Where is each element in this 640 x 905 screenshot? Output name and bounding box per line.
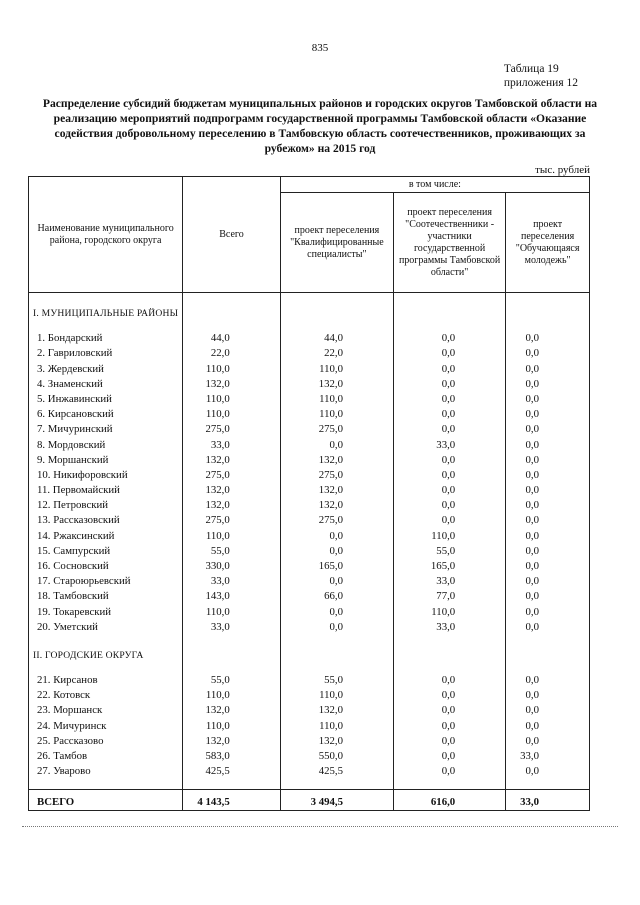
empty-cell <box>183 663 281 673</box>
row-compatriots: 0,0 <box>394 749 506 764</box>
row-name: 20. Уметский <box>29 620 183 635</box>
row-total: 583,0 <box>183 749 281 764</box>
row-name: 23. Моршанск <box>29 703 183 718</box>
row-youth: 0,0 <box>506 513 590 528</box>
row-total: 110,0 <box>183 407 281 422</box>
row-total: 275,0 <box>183 422 281 437</box>
row-total: 55,0 <box>183 673 281 688</box>
row-compatriots: 0,0 <box>394 688 506 703</box>
table-row <box>29 749 590 764</box>
spacer-row <box>29 779 590 790</box>
row-specialists: 0,0 <box>280 620 393 635</box>
row-name: 4. Знаменский <box>29 377 183 392</box>
page-bottom-dotted-line <box>22 826 618 827</box>
row-compatriots: 0,0 <box>394 673 506 688</box>
row-total: 33,0 <box>183 574 281 589</box>
row-total: 110,0 <box>183 392 281 407</box>
row-specialists: 275,0 <box>280 422 393 437</box>
row-specialists: 275,0 <box>280 468 393 483</box>
row-specialists: 132,0 <box>280 377 393 392</box>
row-name: 21. Кирсанов <box>29 673 183 688</box>
header-including: в том числе: <box>280 177 589 193</box>
row-specialists: 550,0 <box>280 749 393 764</box>
empty-cell <box>280 779 393 790</box>
row-compatriots: 0,0 <box>394 331 506 346</box>
row-youth: 0,0 <box>506 498 590 513</box>
table-row <box>29 673 590 688</box>
table-row <box>29 437 590 452</box>
row-specialists: 0,0 <box>280 604 393 619</box>
row-specialists: 132,0 <box>280 734 393 749</box>
row-total: 275,0 <box>183 513 281 528</box>
unit-label: тыс. рублей <box>535 164 590 176</box>
section-city-districts <box>29 645 590 663</box>
table-row <box>29 620 590 635</box>
row-name: 12. Петровский <box>29 498 183 513</box>
empty-cell <box>183 303 281 321</box>
table-row <box>29 422 590 437</box>
row-total: 110,0 <box>183 528 281 543</box>
row-name: 13. Рассказовский <box>29 513 183 528</box>
table-row <box>29 331 590 346</box>
row-compatriots: 0,0 <box>394 468 506 483</box>
row-youth: 0,0 <box>506 331 590 346</box>
row-specialists: 132,0 <box>280 498 393 513</box>
section-municipal-districts-label: I. МУНИЦИПАЛЬНЫЕ РАЙОНЫ <box>29 303 183 321</box>
row-total: 132,0 <box>183 453 281 468</box>
table-row <box>29 377 590 392</box>
row-name: 14. Ржаксинский <box>29 528 183 543</box>
row-compatriots: 165,0 <box>394 559 506 574</box>
row-specialists: 275,0 <box>280 513 393 528</box>
row-specialists: 110,0 <box>280 718 393 733</box>
row-compatriots: 0,0 <box>394 513 506 528</box>
table-row <box>29 361 590 376</box>
empty-cell <box>506 663 590 673</box>
empty-cell <box>506 321 590 331</box>
row-total: 110,0 <box>183 361 281 376</box>
empty-cell <box>506 645 590 663</box>
row-name: 6. Кирсановский <box>29 407 183 422</box>
spacer-row <box>29 663 590 673</box>
table-row <box>29 703 590 718</box>
row-specialists: 44,0 <box>280 331 393 346</box>
row-youth: 0,0 <box>506 604 590 619</box>
row-specialists: 0,0 <box>280 437 393 452</box>
row-specialists: 0,0 <box>280 528 393 543</box>
row-compatriots: 33,0 <box>394 620 506 635</box>
empty-cell <box>183 635 281 645</box>
row-specialists: 66,0 <box>280 589 393 604</box>
section-municipal-districts <box>29 303 590 321</box>
row-name: 1. Бондарский <box>29 331 183 346</box>
row-name: 18. Тамбовский <box>29 589 183 604</box>
page-number: 835 <box>311 42 329 54</box>
row-specialists: 22,0 <box>280 346 393 361</box>
total-row-specialists: 3 494,5 <box>280 790 393 811</box>
row-youth: 0,0 <box>506 483 590 498</box>
row-compatriots: 0,0 <box>394 498 506 513</box>
table-row <box>29 604 590 619</box>
empty-cell <box>394 635 506 645</box>
row-compatriots: 0,0 <box>394 764 506 779</box>
row-name: 27. Уварово <box>29 764 183 779</box>
row-total: 110,0 <box>183 604 281 619</box>
document-title: Распределение субсидий бюджетам муниципальных районов и городских округов Тамбовской области на реализацию мероприятий подпрограмм государственной программы Тамбовской области «Оказание содействия добровольному переселению в Тамбовскую область соотечественников, проживающих за рубежом» на 2015 год <box>42 97 598 155</box>
spacer-row <box>29 321 590 331</box>
row-name: 22. Котовск <box>29 688 183 703</box>
row-name: 16. Сосновский <box>29 559 183 574</box>
row-name: 15. Сампурский <box>29 544 183 559</box>
empty-cell <box>280 303 393 321</box>
header-project-specialists: проект переселения "Квалифицированные специалисты" <box>280 193 393 293</box>
row-compatriots: 0,0 <box>394 703 506 718</box>
row-youth: 0,0 <box>506 559 590 574</box>
empty-cell <box>506 635 590 645</box>
empty-cell <box>394 645 506 663</box>
row-compatriots: 33,0 <box>394 574 506 589</box>
table-row <box>29 764 590 779</box>
row-total: 132,0 <box>183 703 281 718</box>
table-note <box>504 62 578 90</box>
row-total: 132,0 <box>183 498 281 513</box>
row-total: 143,0 <box>183 589 281 604</box>
table-body <box>29 293 590 811</box>
spacer-row <box>29 635 590 645</box>
row-compatriots: 33,0 <box>394 437 506 452</box>
empty-cell <box>506 779 590 790</box>
header-project-compatriots: проект переселения "Соотечественники - участники государственной программы Тамбовской области" <box>394 193 506 293</box>
row-total: 330,0 <box>183 559 281 574</box>
row-total: 22,0 <box>183 346 281 361</box>
empty-cell <box>280 321 393 331</box>
table-row <box>29 483 590 498</box>
row-specialists: 110,0 <box>280 361 393 376</box>
header-total: Всего <box>183 177 281 293</box>
row-compatriots: 55,0 <box>394 544 506 559</box>
row-youth: 0,0 <box>506 764 590 779</box>
table-row <box>29 392 590 407</box>
total-row <box>29 790 590 811</box>
table-row <box>29 453 590 468</box>
row-compatriots: 0,0 <box>394 422 506 437</box>
row-name: 17. Староюрьевский <box>29 574 183 589</box>
empty-cell <box>394 321 506 331</box>
row-name: 11. Первомайский <box>29 483 183 498</box>
row-specialists: 0,0 <box>280 574 393 589</box>
row-total: 33,0 <box>183 437 281 452</box>
row-name: 2. Гавриловский <box>29 346 183 361</box>
row-youth: 0,0 <box>506 377 590 392</box>
row-total: 425,5 <box>183 764 281 779</box>
row-youth: 33,0 <box>506 749 590 764</box>
row-specialists: 165,0 <box>280 559 393 574</box>
empty-cell <box>394 779 506 790</box>
section-city-districts-label: II. ГОРОДСКИЕ ОКРУГА <box>29 645 183 663</box>
row-youth: 0,0 <box>506 407 590 422</box>
row-compatriots: 0,0 <box>394 361 506 376</box>
row-total: 275,0 <box>183 468 281 483</box>
row-youth: 0,0 <box>506 589 590 604</box>
row-specialists: 132,0 <box>280 703 393 718</box>
header-project-youth: проект переселения "Обучающаяся молодежь" <box>506 193 590 293</box>
table-row <box>29 559 590 574</box>
row-specialists: 132,0 <box>280 483 393 498</box>
empty-cell <box>280 293 393 304</box>
row-compatriots: 0,0 <box>394 346 506 361</box>
empty-cell <box>394 663 506 673</box>
row-youth: 0,0 <box>506 453 590 468</box>
row-compatriots: 0,0 <box>394 734 506 749</box>
row-compatriots: 0,0 <box>394 392 506 407</box>
table-row <box>29 498 590 513</box>
row-specialists: 110,0 <box>280 407 393 422</box>
table-note-line2: приложения 12 <box>503 77 578 89</box>
spacer-row <box>29 293 590 304</box>
row-name: 9. Моршанский <box>29 453 183 468</box>
empty-cell <box>506 293 590 304</box>
row-name: 5. Инжавинский <box>29 392 183 407</box>
row-youth: 0,0 <box>506 437 590 452</box>
table-row <box>29 574 590 589</box>
empty-cell <box>183 321 281 331</box>
row-total: 132,0 <box>183 483 281 498</box>
empty-cell <box>183 645 281 663</box>
row-youth: 0,0 <box>506 422 590 437</box>
row-name: 7. Мичуринский <box>29 422 183 437</box>
table-row <box>29 718 590 733</box>
row-youth: 0,0 <box>506 574 590 589</box>
table-row <box>29 346 590 361</box>
total-row-name: ВСЕГО <box>29 790 183 811</box>
empty-cell <box>183 779 281 790</box>
row-youth: 0,0 <box>506 346 590 361</box>
row-name: 10. Никифоровский <box>29 468 183 483</box>
row-compatriots: 110,0 <box>394 604 506 619</box>
row-total: 44,0 <box>183 331 281 346</box>
row-name: 3. Жердевский <box>29 361 183 376</box>
empty-cell <box>394 303 506 321</box>
subsidy-table <box>28 176 590 811</box>
empty-cell <box>280 635 393 645</box>
empty-cell <box>183 293 281 304</box>
table-row <box>29 589 590 604</box>
empty-cell <box>280 645 393 663</box>
row-youth: 0,0 <box>506 620 590 635</box>
row-name: 26. Тамбов <box>29 749 183 764</box>
row-name: 19. Токаревский <box>29 604 183 619</box>
row-youth: 0,0 <box>506 544 590 559</box>
row-youth: 0,0 <box>506 688 590 703</box>
row-youth: 0,0 <box>506 734 590 749</box>
empty-cell <box>29 293 183 304</box>
empty-cell <box>29 321 183 331</box>
row-youth: 0,0 <box>506 673 590 688</box>
row-name: 25. Рассказово <box>29 734 183 749</box>
total-row-total: 4 143,5 <box>183 790 281 811</box>
row-compatriots: 0,0 <box>394 453 506 468</box>
row-youth: 0,0 <box>506 361 590 376</box>
table-row <box>29 407 590 422</box>
row-compatriots: 0,0 <box>394 407 506 422</box>
empty-cell <box>394 293 506 304</box>
row-specialists: 0,0 <box>280 544 393 559</box>
row-total: 110,0 <box>183 718 281 733</box>
row-youth: 0,0 <box>506 703 590 718</box>
table-row <box>29 528 590 543</box>
row-youth: 0,0 <box>506 468 590 483</box>
table-row <box>29 734 590 749</box>
empty-cell <box>29 663 183 673</box>
row-specialists: 425,5 <box>280 764 393 779</box>
row-compatriots: 110,0 <box>394 528 506 543</box>
table-row <box>29 544 590 559</box>
empty-cell <box>506 303 590 321</box>
empty-cell <box>280 663 393 673</box>
row-name: 8. Мордовский <box>29 437 183 452</box>
row-total: 110,0 <box>183 688 281 703</box>
table-row <box>29 513 590 528</box>
row-compatriots: 0,0 <box>394 483 506 498</box>
row-compatriots: 0,0 <box>394 377 506 392</box>
row-youth: 0,0 <box>506 392 590 407</box>
row-compatriots: 0,0 <box>394 718 506 733</box>
empty-cell <box>29 635 183 645</box>
total-row-youth: 33,0 <box>506 790 590 811</box>
row-specialists: 55,0 <box>280 673 393 688</box>
row-name: 24. Мичуринск <box>29 718 183 733</box>
header-name: Наименование муниципального района, городского округа <box>29 177 183 293</box>
total-row-compatriots: 616,0 <box>394 790 506 811</box>
row-specialists: 132,0 <box>280 453 393 468</box>
table-note-line1: Таблица 19 <box>503 63 559 75</box>
empty-cell <box>29 779 183 790</box>
row-specialists: 110,0 <box>280 392 393 407</box>
row-youth: 0,0 <box>506 718 590 733</box>
row-total: 132,0 <box>183 734 281 749</box>
row-total: 33,0 <box>183 620 281 635</box>
row-total: 132,0 <box>183 377 281 392</box>
row-youth: 0,0 <box>506 528 590 543</box>
row-total: 55,0 <box>183 544 281 559</box>
row-specialists: 110,0 <box>280 688 393 703</box>
table-row <box>29 468 590 483</box>
table-row <box>29 688 590 703</box>
row-compatriots: 77,0 <box>394 589 506 604</box>
